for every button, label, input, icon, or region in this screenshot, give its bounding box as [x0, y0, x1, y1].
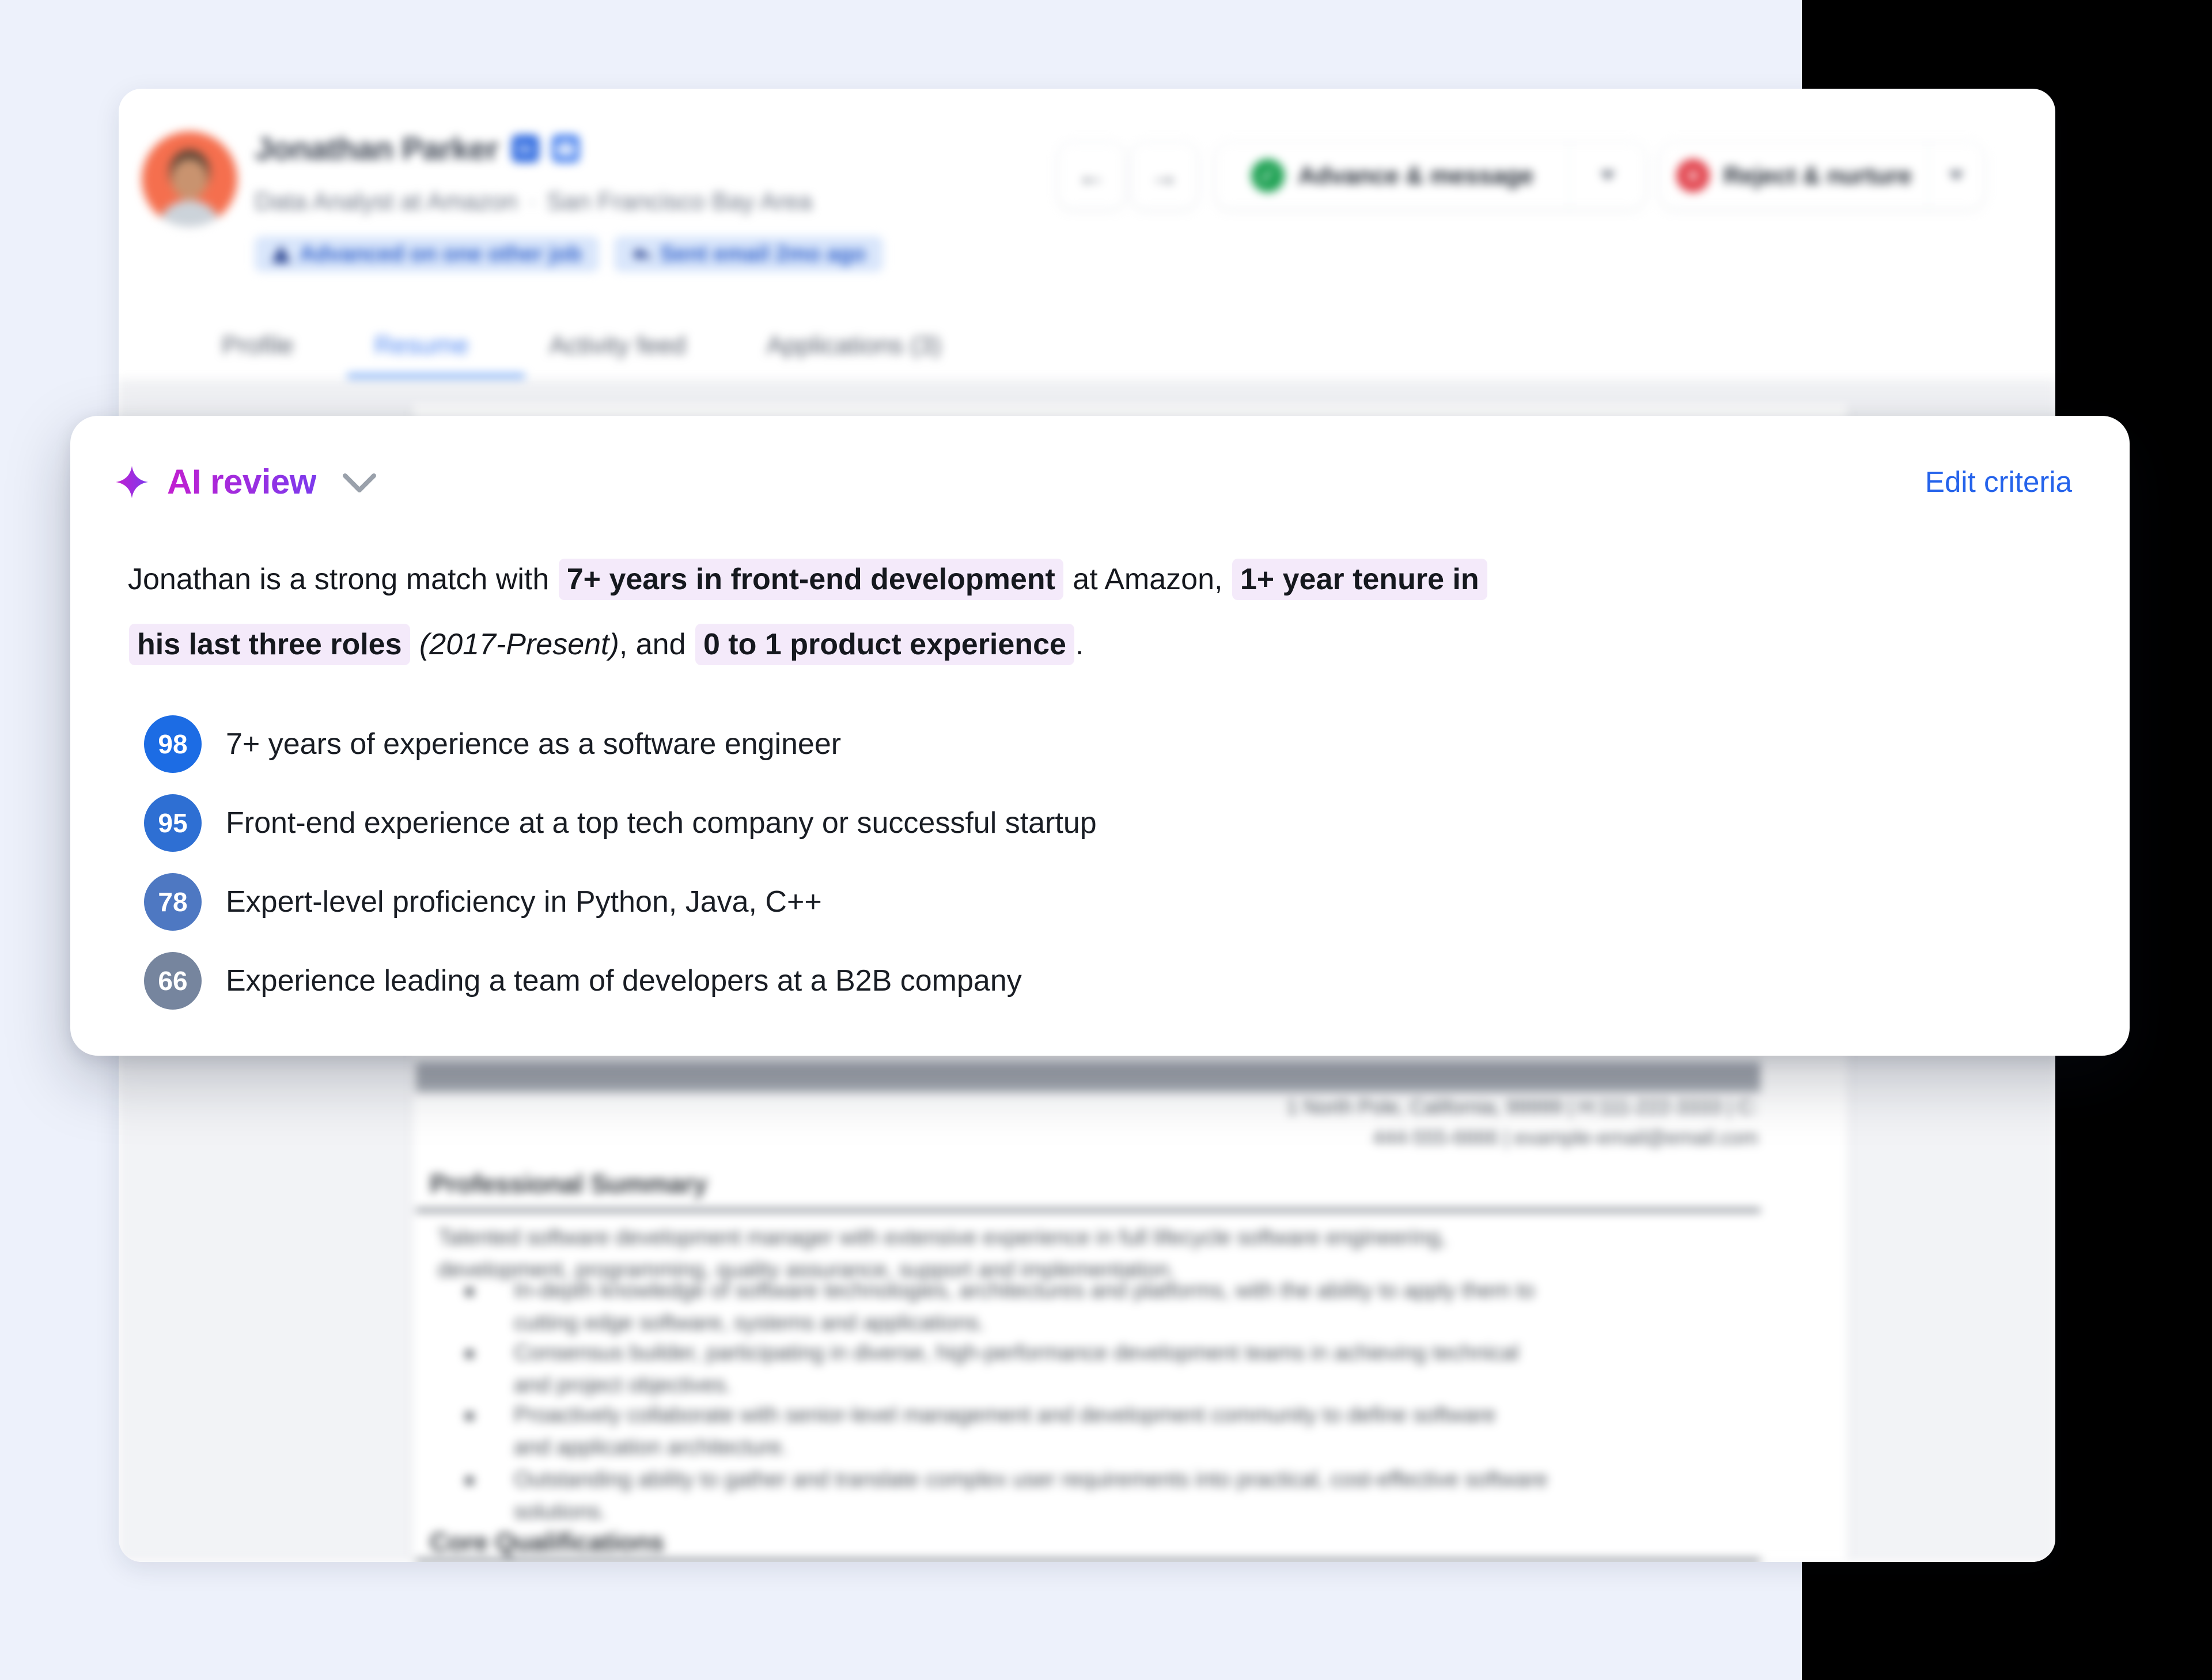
profile-tabs: [222, 331, 941, 360]
criteria-label: Experience leading a team of developers at a B2B company: [226, 964, 1022, 998]
ai-review-card: [70, 416, 2130, 1056]
highlight-product-experience: 0 to 1 product experience: [695, 624, 1074, 665]
ai-summary-line2: his last three roles (2017-Present), and 0 to 1 product experience .: [128, 612, 2075, 677]
criteria-row: [144, 715, 1097, 773]
tab-activity-feed[interactable]: Activity feed: [549, 331, 686, 359]
highlight-last-roles: his last three roles: [129, 624, 410, 665]
reject-nurture-button[interactable]: [1659, 142, 1985, 210]
criteria-row: [144, 952, 1097, 1010]
criteria-label: 7+ years of experience as a software engineer: [226, 727, 842, 761]
resume-heading-rule: [416, 1208, 1760, 1212]
resume-summary-par1: Talented software development manager with extensive experience in full lifecycle software engineering,: [438, 1226, 1447, 1250]
badge-sent-email: [614, 236, 883, 272]
resume-address-line2: 444-555-6666 | example-email@email.com: [1372, 1127, 1758, 1149]
advance-dropdown-caret[interactable]: [1569, 143, 1645, 208]
resume-bullet-line: and application architecture.: [514, 1435, 788, 1459]
score-badge: 98: [144, 715, 202, 773]
arrow-left-icon: ←: [1077, 159, 1107, 192]
sparkle-icon: [115, 465, 149, 499]
resume-next-heading: Core Qualifications: [430, 1527, 664, 1557]
active-tab-underline: [347, 373, 525, 378]
avatar: [142, 131, 237, 227]
arrow-right-icon: →: [1149, 159, 1179, 192]
resume-heading-rule: [416, 1558, 1760, 1562]
person-up-icon: [272, 245, 290, 263]
candidate-name: Jonathan Parker: [255, 131, 499, 166]
ai-summary-paragraph: [128, 547, 2075, 677]
date-range: (2017-Present): [419, 628, 619, 661]
criteria-label: Expert-level proficiency in Python, Java, C++: [226, 885, 822, 919]
email-icon[interactable]: [552, 135, 579, 162]
score-badge: 95: [144, 794, 202, 852]
candidate-headline: [255, 188, 812, 216]
badge-advanced-other-job: [255, 236, 599, 272]
status-badges: [255, 236, 883, 272]
resume-bullet-line: and project objectives.: [514, 1373, 732, 1397]
criteria-label: Front-end experience at a top tech company or successful startup: [226, 806, 1097, 840]
resume-bullet-line: Consensus builder, participating in diverse, high-performance development teams in achieving technical: [514, 1341, 1519, 1365]
candidate-role: Data Analyst at Amazon: [255, 188, 518, 215]
criteria-row: [144, 794, 1097, 852]
chevron-down-icon[interactable]: [342, 472, 377, 497]
chevron-down-icon: [1600, 171, 1615, 180]
advance-message-button[interactable]: [1214, 142, 1646, 210]
badge-label: Sent email 2mo ago: [660, 241, 866, 266]
tab-applications[interactable]: Applications (3): [766, 331, 942, 359]
criteria-row: [144, 873, 1097, 931]
back-button[interactable]: [1058, 142, 1126, 210]
resume-bullet-line: Outstanding ability to gather and translate complex user requirements into practical, cost-effective software: [514, 1467, 1548, 1492]
resume-header-bar: [416, 1061, 1760, 1093]
bullet-icon: [465, 1412, 474, 1420]
resume-bullet-line: Proactively collaborate with senior-level management and development community to define software: [514, 1403, 1496, 1427]
resume-summary-par2: development, programming, quality assurance, support and implementation.: [438, 1258, 1176, 1282]
resume-bullet-line: In-depth knowledge of software technologies, architectures and platforms, with the ability to apply them to: [514, 1279, 1535, 1303]
tab-resume[interactable]: Resume: [374, 331, 469, 359]
check-circle-icon: ✓: [1251, 159, 1285, 192]
linkedin-icon[interactable]: in: [512, 135, 539, 162]
reply-arrow-icon: [631, 245, 651, 263]
ai-summary-line1: Jonathan is a strong match with 7+ years in front-end development at Amazon, 1+ year tenure in: [128, 547, 2075, 612]
highlight-frontend-years: 7+ years in front-end development: [559, 559, 1063, 600]
reject-nurture-main[interactable]: [1660, 143, 1928, 208]
bullet-icon: [465, 1288, 474, 1296]
resume-bullet-line: solutions.: [514, 1500, 607, 1524]
candidate-location: San Francisco Bay Area: [546, 188, 813, 215]
edit-criteria-link[interactable]: Edit criteria: [1925, 465, 2072, 498]
ai-review-title: AI review: [167, 462, 316, 501]
advance-message-label: Advance & message: [1298, 162, 1534, 189]
resume-address-line1: 1 North Pole, California, 99999 | H:111-222-3333 | C:: [1286, 1096, 1758, 1118]
advance-message-main[interactable]: [1215, 143, 1569, 208]
tab-profile[interactable]: Profile: [222, 331, 294, 359]
criteria-list: [144, 715, 1097, 1010]
bullet-icon: [465, 1477, 474, 1485]
reject-circle-icon: ×: [1676, 159, 1710, 192]
headline-separator: ·: [528, 188, 536, 215]
forward-button[interactable]: [1130, 142, 1198, 210]
badge-label: Advanced on one other job: [300, 241, 582, 266]
chevron-down-icon: [1949, 171, 1964, 180]
resume-bullet-line: cutting edge software, systems and applications.: [514, 1311, 985, 1335]
score-badge: 78: [144, 873, 202, 931]
ai-review-header: [115, 462, 2072, 502]
reject-dropdown-caret[interactable]: [1928, 143, 1984, 208]
bullet-icon: [465, 1350, 474, 1358]
highlight-tenure: 1+ year tenure in: [1232, 559, 1487, 600]
resume-summary-heading: Professional Summary: [430, 1169, 707, 1199]
score-badge: 66: [144, 952, 202, 1010]
reject-nurture-label: Reject & nurture: [1724, 162, 1912, 189]
